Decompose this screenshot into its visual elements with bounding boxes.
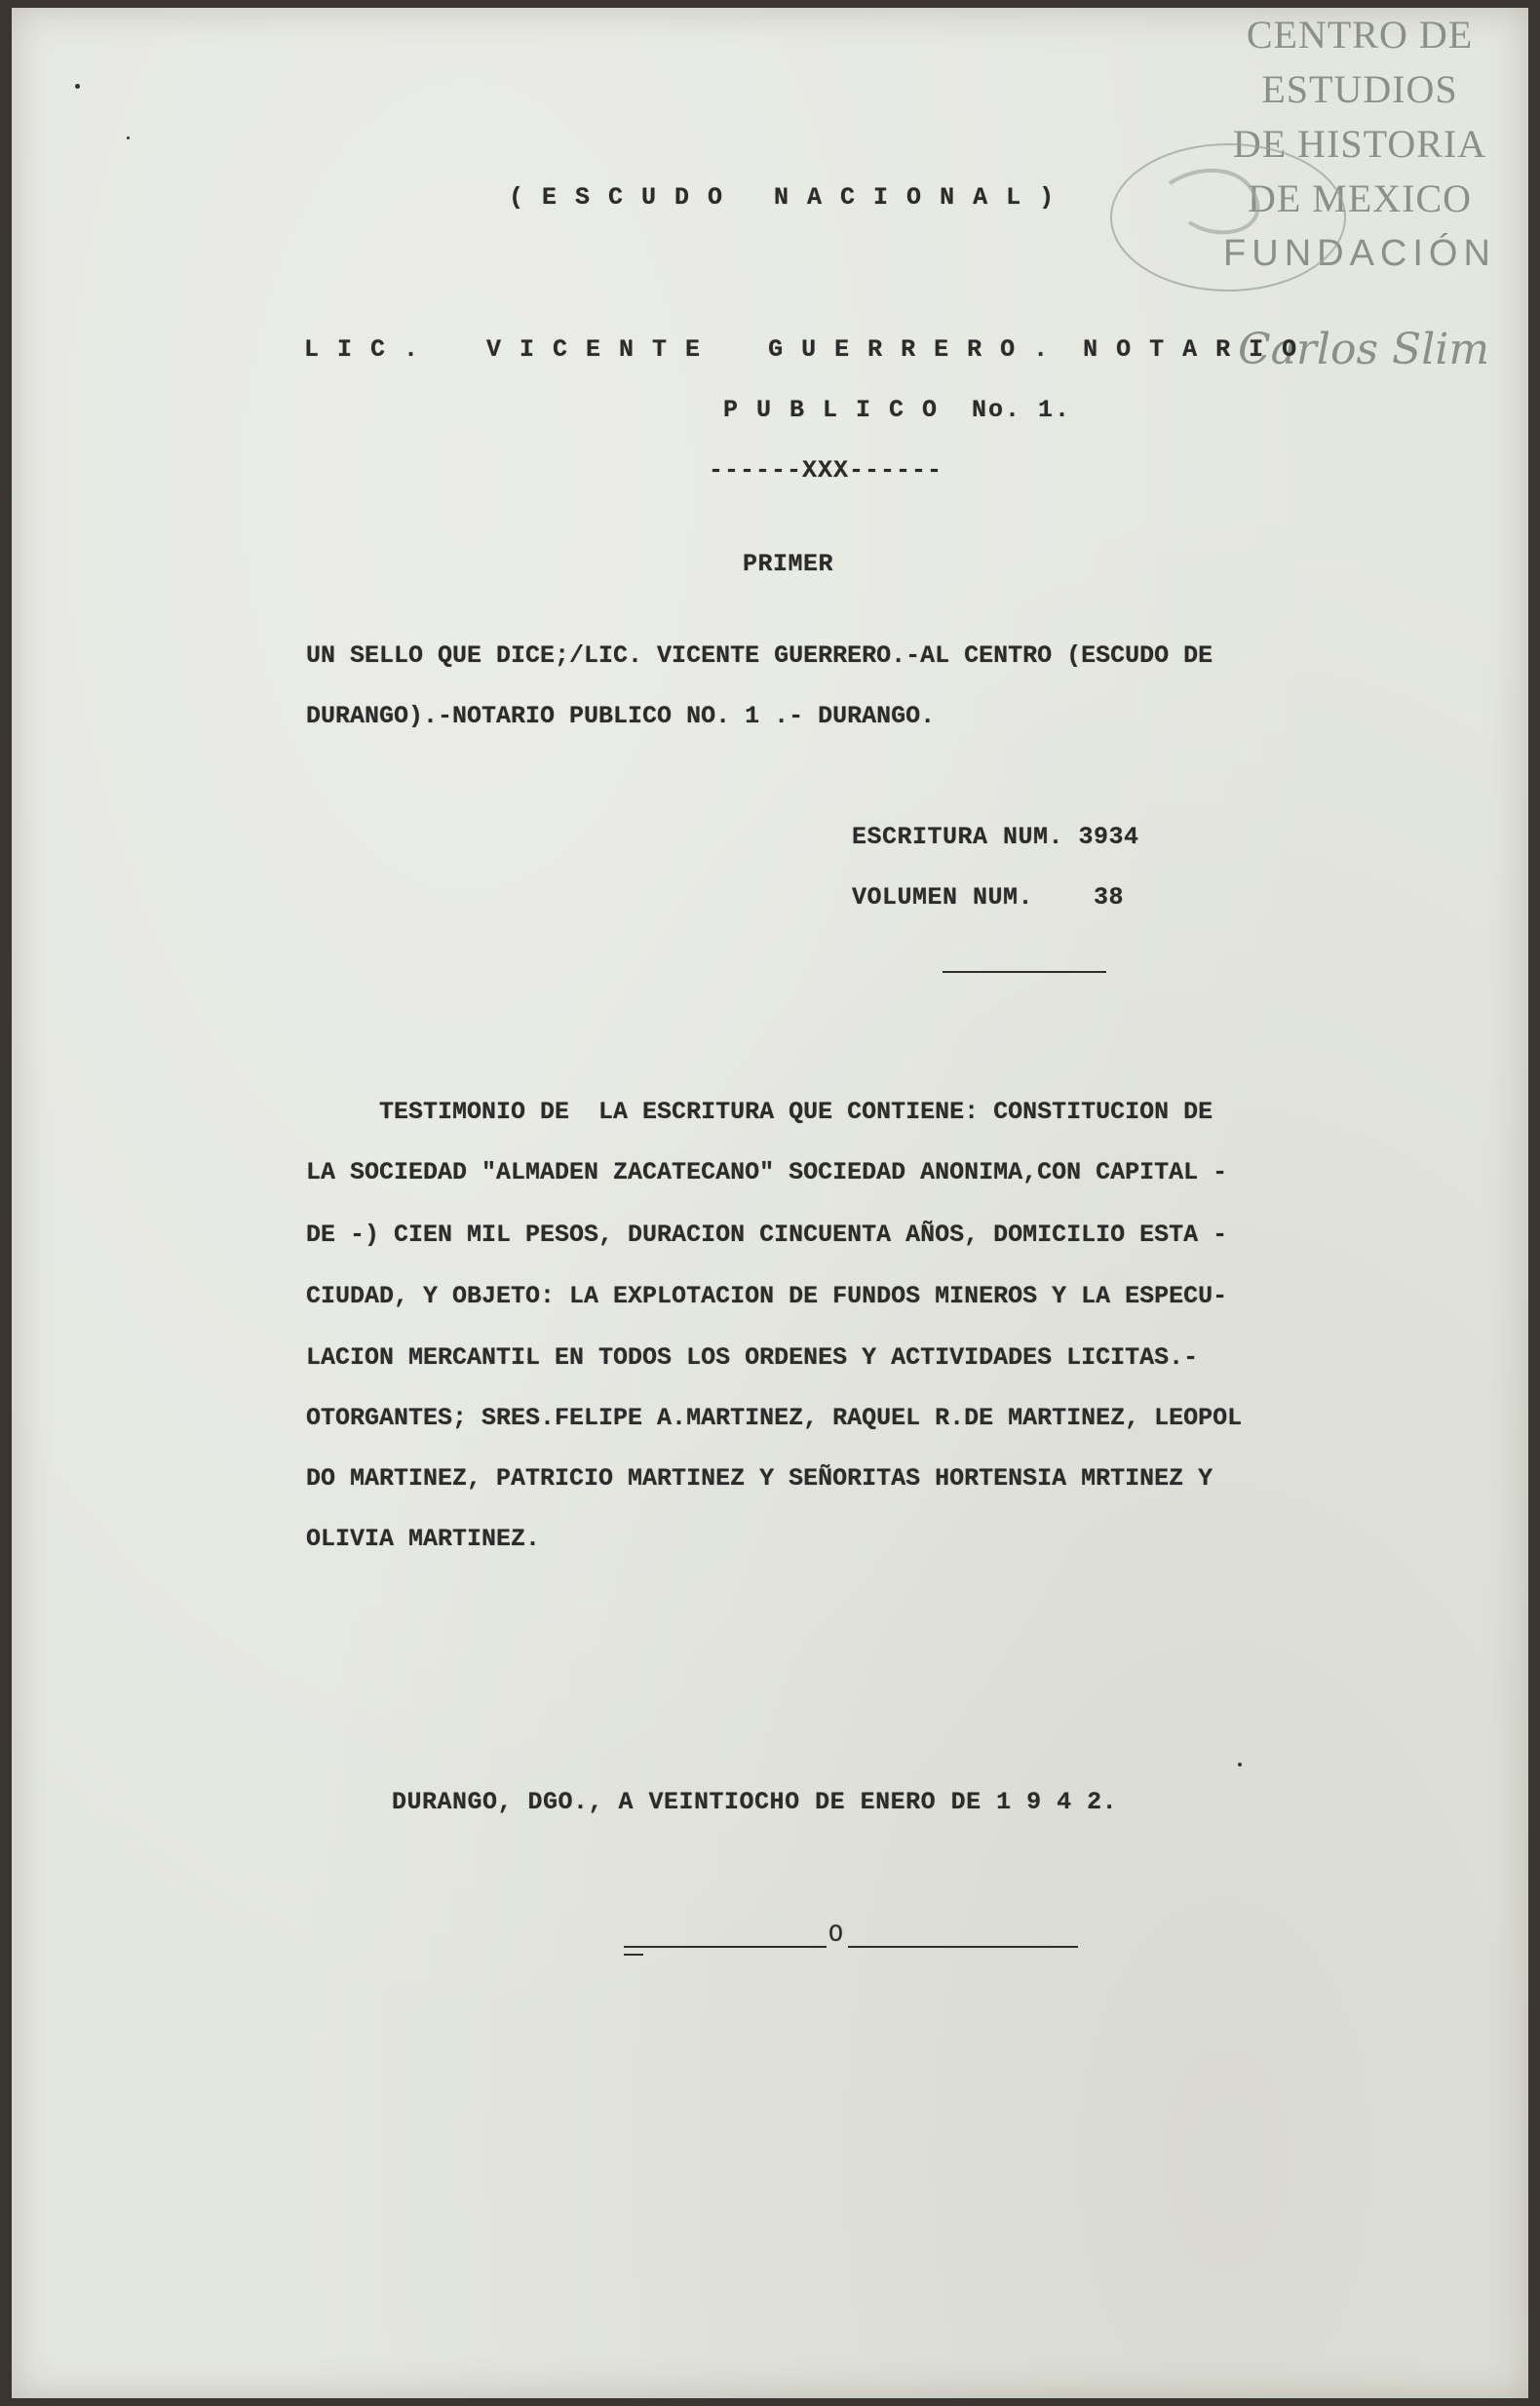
seal-line: DURANGO).-NOTARIO PUBLICO NO. 1 .- DURANGO. xyxy=(306,702,936,730)
closing-rule-left xyxy=(624,1946,827,1948)
testimonio-line: LA SOCIEDAD "ALMADEN ZACATECANO" SOCIEDAD ANONIMA,CON CAPITAL - xyxy=(306,1158,1228,1186)
copy-label: PRIMER xyxy=(743,550,834,578)
ink-speck xyxy=(1238,1763,1242,1766)
date-line: DURANGO, DGO., A VEINTIOCHO DE ENERO DE 1 9 4 2. xyxy=(392,1788,1118,1816)
watermark-line: ESTUDIOS xyxy=(1261,67,1458,111)
watermark-line: CENTRO DE xyxy=(1246,13,1474,57)
header-separator: ------XXX------ xyxy=(709,456,943,485)
watermark-line: DE HISTORIA xyxy=(1232,122,1487,166)
testimonio-line: LACION MERCANTIL EN TODOS LOS ORDENES Y ACTIVIDADES LICITAS.- xyxy=(306,1343,1199,1372)
escritura-number: ESCRITURA NUM. 3934 xyxy=(852,823,1139,851)
testimonio-line: CIUDAD, Y OBJETO: LA EXPLOTACION DE FUNDOS MINEROS Y LA ESPECU- xyxy=(306,1282,1228,1310)
watermark-signature-text: Carlos Slim xyxy=(1238,325,1490,374)
notary-title-line2: P U B L I C O No. 1. xyxy=(723,396,1072,424)
closing-rule-right xyxy=(848,1946,1078,1948)
deed-underline xyxy=(943,971,1106,973)
testimonio-line: DO MARTINEZ, PATRICIO MARTINEZ Y SEÑORITAS HORTENSIA MRTINEZ Y xyxy=(306,1464,1213,1493)
watermark-line: FUNDACIÓN xyxy=(1223,233,1496,274)
testimonio-line: OTORGANTES; SRES.FELIPE A.MARTINEZ, RAQUEL R.DE MARTINEZ, LEOPOL xyxy=(306,1404,1243,1432)
document-page xyxy=(12,8,1528,2398)
volumen-number: VOLUMEN NUM. 38 xyxy=(852,883,1125,912)
notary-title-line1: L I C . V I C E N T E G U E R R E R O . N O T A R I O xyxy=(304,335,1299,364)
closing-rule-stub xyxy=(624,1954,643,1956)
testimonio-line: OLIVIA MARTINEZ. xyxy=(306,1525,541,1553)
watermark-line: DE MEXICO xyxy=(1247,176,1473,220)
closing-mark: O xyxy=(828,1921,844,1949)
testimonio-line: DE -) CIEN MIL PESOS, DURACION CINCUENTA AÑOS, DOMICILIO ESTA - xyxy=(306,1221,1228,1249)
ink-speck xyxy=(127,136,130,139)
seal-line: UN SELLO QUE DICE;/LIC. VICENTE GUERRERO.-AL CENTRO (ESCUDO DE xyxy=(306,641,1213,670)
archive-watermark xyxy=(1199,8,1521,300)
ink-speck xyxy=(75,84,80,89)
emblem-heading: ( E S C U D O N A C I O N A L ) xyxy=(509,183,1057,212)
testimonio-line: TESTIMONIO DE LA ESCRITURA QUE CONTIENE: CONSTITUCION DE xyxy=(306,1098,1213,1126)
